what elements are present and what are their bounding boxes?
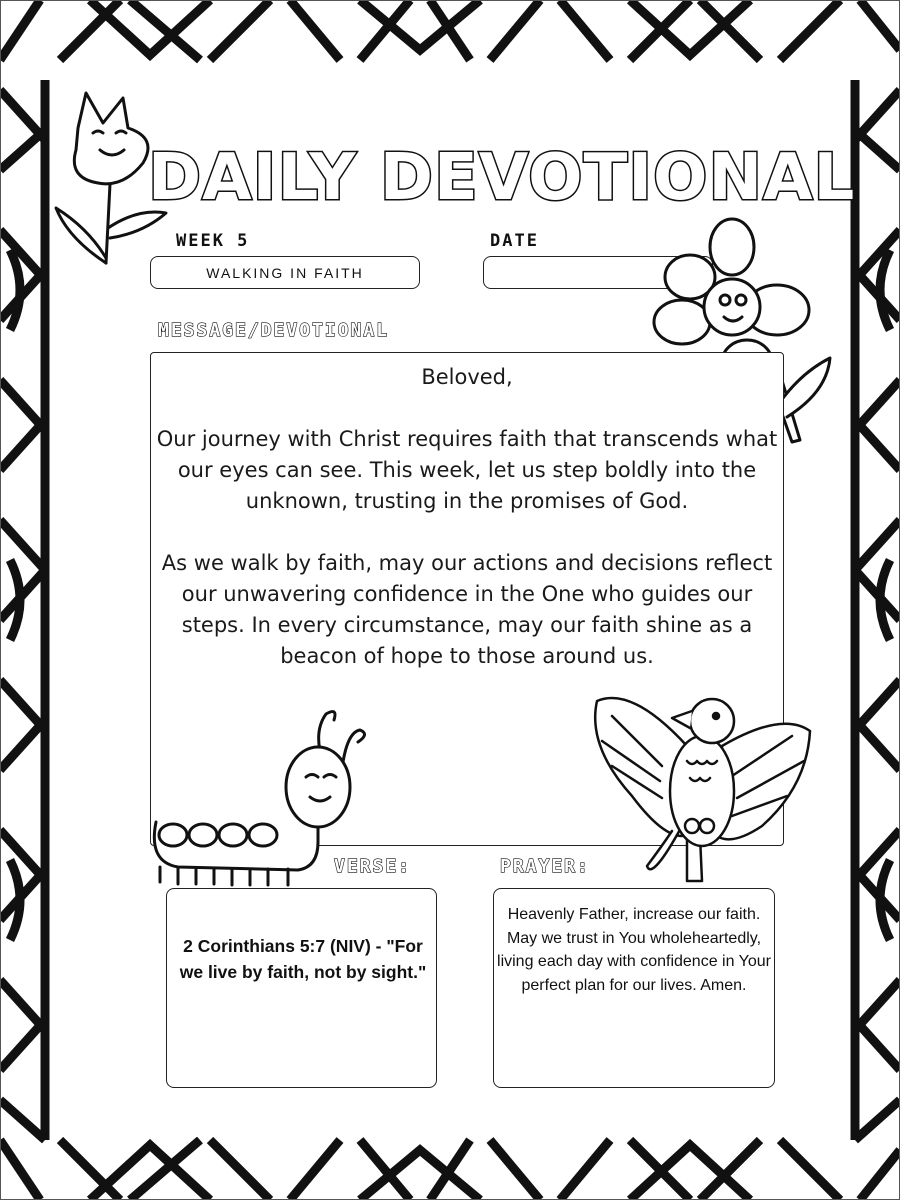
prayer-text: Heavenly Father, increase our faith. May we trust in You wholeheartedly, living each day with confidence in Your perfect plan for our lives. Amen. bbox=[497, 906, 771, 994]
week-theme-field[interactable]: WALKING IN FAITH bbox=[150, 256, 420, 289]
bird-icon bbox=[592, 686, 814, 886]
verse-label: VERSE: bbox=[334, 856, 412, 877]
message-label: MESSAGE/DEVOTIONAL bbox=[158, 320, 390, 341]
date-label: DATE bbox=[490, 231, 539, 251]
week-label: WEEK 5 bbox=[176, 231, 250, 251]
page-title: DAILY DEVOTIONAL bbox=[148, 141, 856, 215]
message-paragraph-1: Our journey with Christ requires faith that transcends what our eyes can see. This week, let us step boldly into the unknown, trusting in the promises of God. bbox=[156, 427, 778, 513]
message-body bbox=[152, 362, 782, 703]
verse-text: 2 Corinthians 5:7 (NIV) - "For we live by faith, not by sight." bbox=[179, 936, 427, 982]
verse-box bbox=[166, 888, 437, 1088]
prayer-label: PRAYER: bbox=[500, 856, 590, 877]
message-paragraph-2: As we walk by faith, may our actions and decisions reflect our unwavering confidence in the One who guides our steps. In every circumstance, may our faith shine as a beacon of hope to those around us. bbox=[161, 551, 773, 668]
message-greeting: Beloved, bbox=[421, 365, 513, 389]
